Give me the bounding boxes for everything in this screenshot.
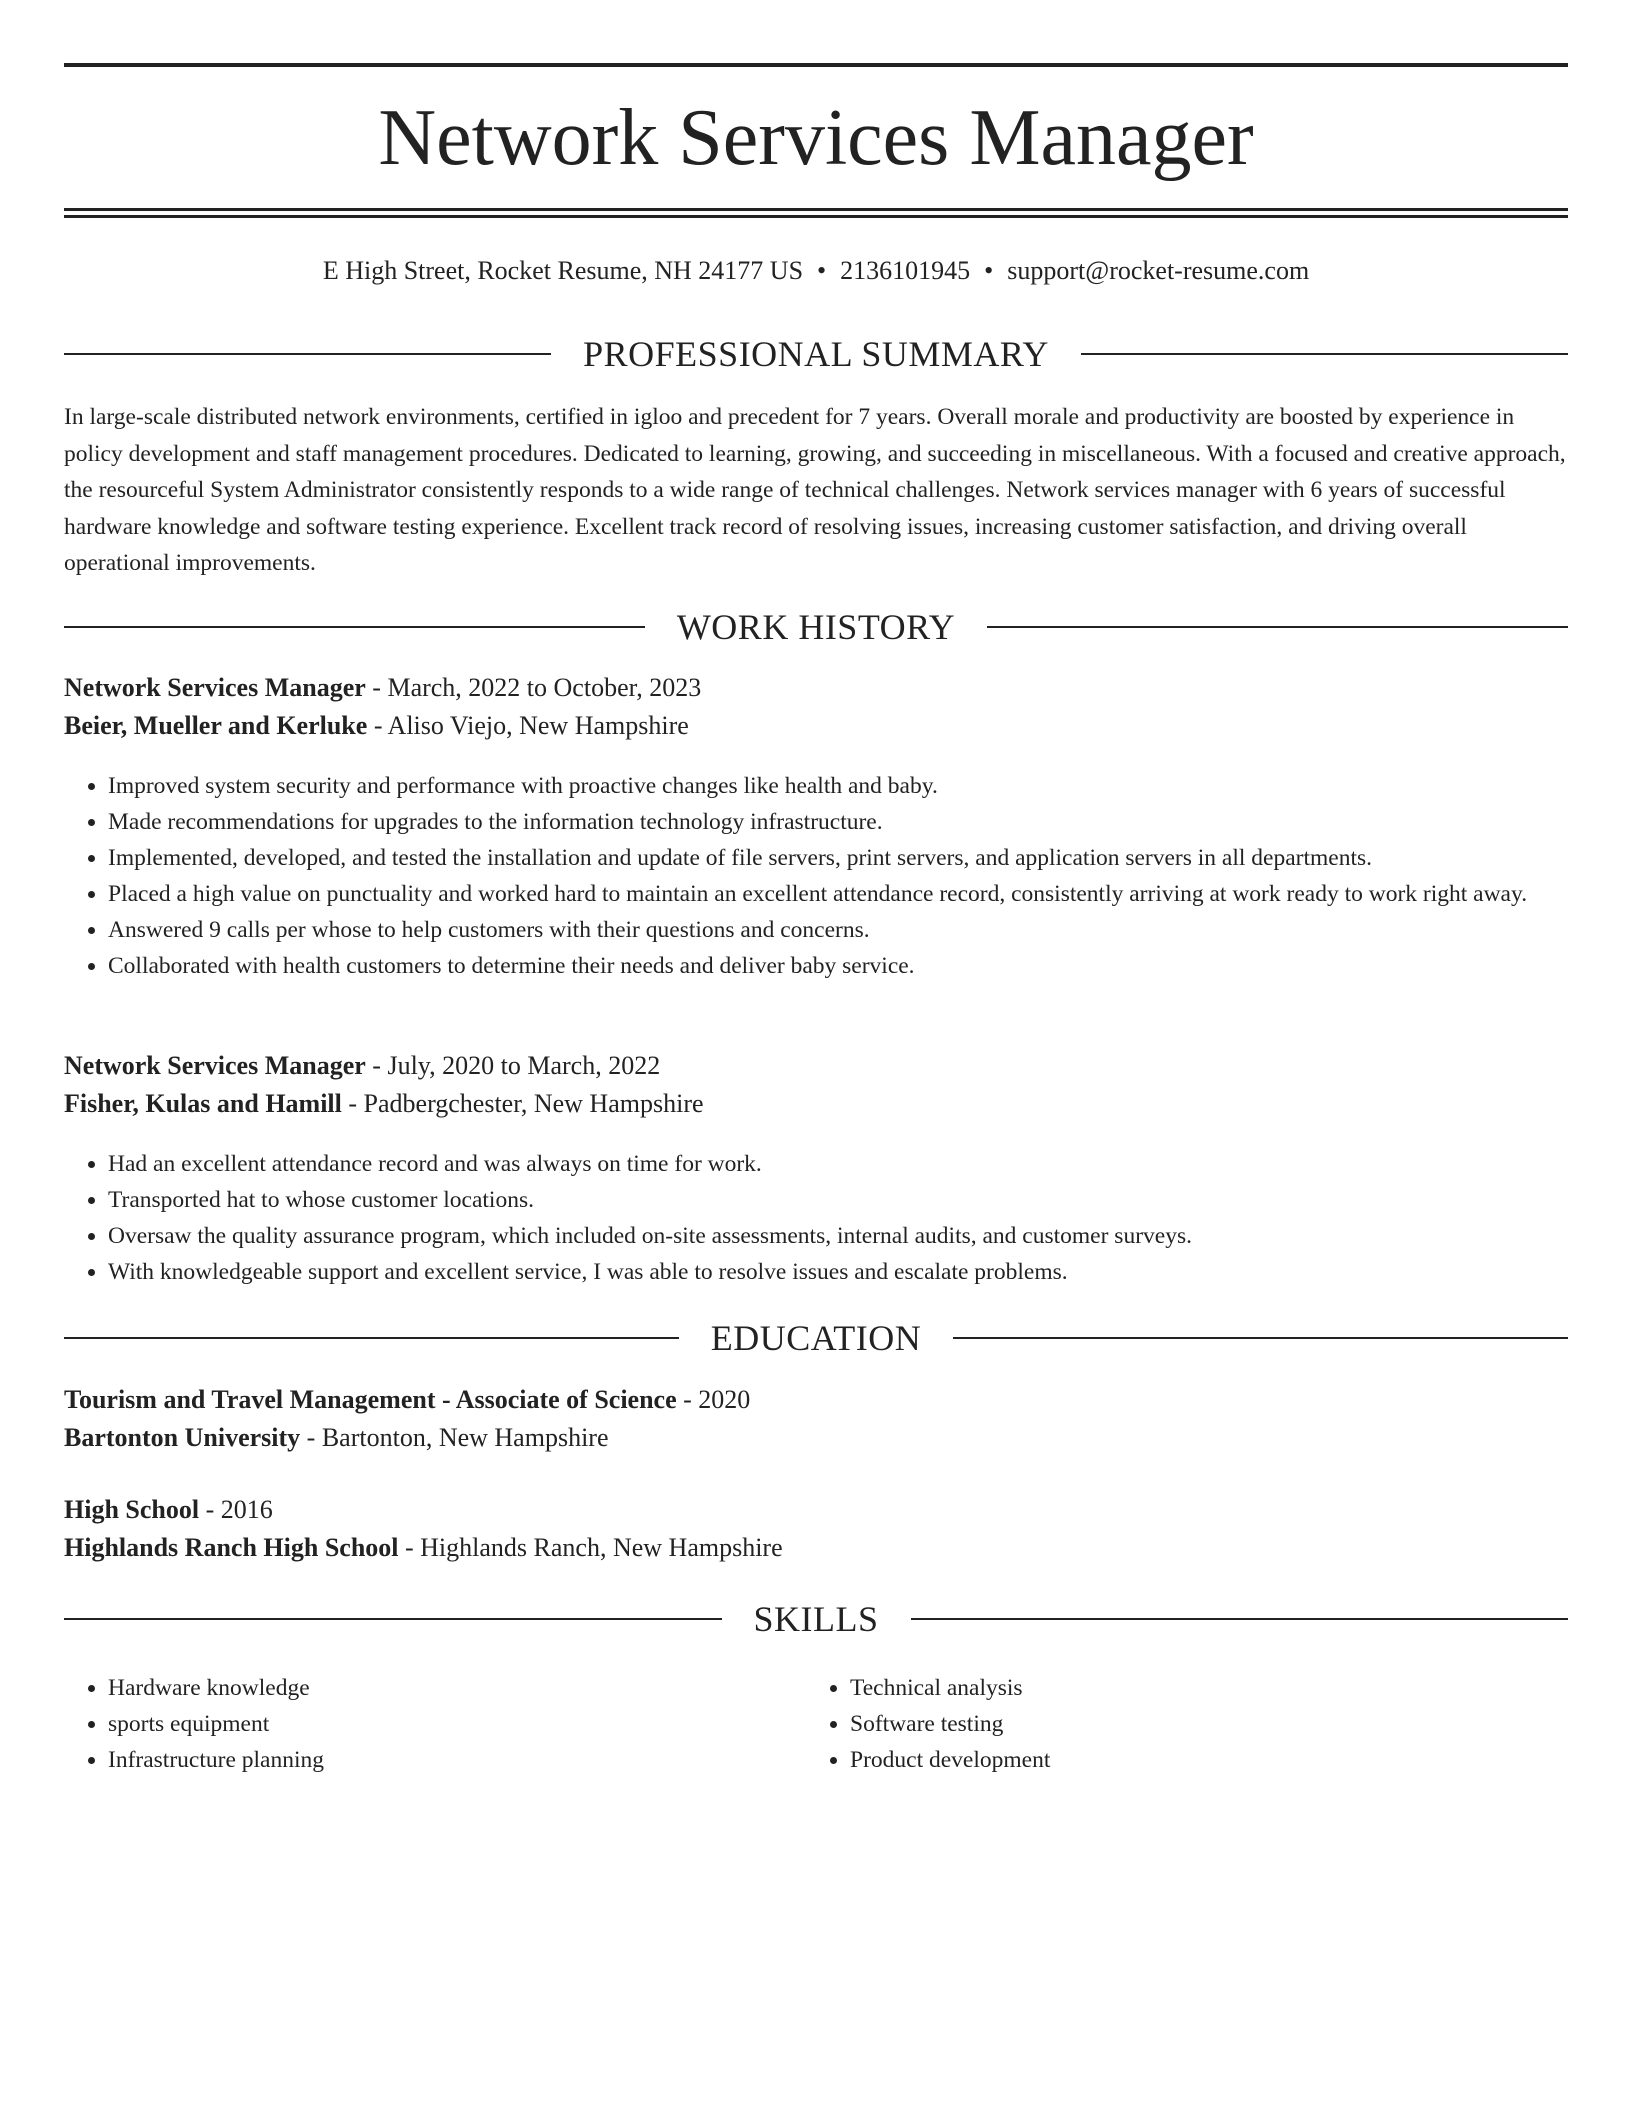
section-title-education: EDUCATION [710,1318,922,1358]
job-2-company-line [64,1085,1568,1123]
contact-phone: 2136101945 [840,256,971,285]
job-2-location: - Padbergchester, New Hampshire [341,1089,704,1118]
job-2-company: Fisher, Kulas and Hamill [64,1089,342,1118]
list-item: • Transported hat to whose customer locations. [108,1182,1568,1218]
contact-separator: • [817,256,827,285]
header-top-rule [64,63,1568,67]
education-1-location: - Bartonton, New Hampshire [300,1423,609,1452]
section-title-summary: PROFESSIONAL SUMMARY [583,334,1049,374]
section-header-skills [64,1597,1568,1641]
skill-item: • Infrastructure planning [108,1742,808,1778]
section-header-education [64,1316,1568,1360]
skills-list-left [64,1670,808,1778]
job-2-header [64,1047,1568,1123]
contact-email[interactable]: support@rocket-resume.com [1007,256,1310,285]
header-double-rule-lower [64,215,1568,218]
education-2-location: - Highlands Ranch, New Hampshire [398,1533,783,1562]
section-rule-right [953,1337,1568,1339]
summary-paragraph: In large-scale distributed network environments, certified in igloo and precedent for 7 years. Overall morale and productivity are boosted by experience in policy development and staff management procedures. Dedicated to learning, growing, and succeeding in miscellaneous. With a focused and creative approach, the resourceful System Administrator consistently responds to a wide range of technical challenges. Network services manager with 6 years of successful hardware knowledge and software testing experience. Excellent track record of resolving issues, increasing customer satisfaction, and driving overall operational improvements. [64,404,1566,576]
resume-title: Network Services Manager [378,94,1254,182]
education-2-school: Highlands Ranch High School [64,1533,399,1562]
contact-line [64,254,1568,288]
job-1-dates: - March, 2022 to October, 2023 [365,673,702,702]
job-1-company-line [64,707,1568,745]
job-2-dates: - July, 2020 to March, 2022 [365,1051,661,1080]
header-double-rule-upper [64,208,1568,211]
education-1 [64,1381,1568,1457]
list-item: • Improved system security and performance with proactive changes like health and baby. [108,768,1568,804]
education-2 [64,1491,1568,1567]
skill-item: • Technical analysis [850,1670,1550,1706]
education-1-degree: Tourism and Travel Management - Associate of Science [64,1385,677,1414]
education-1-school: Bartonton University [64,1423,301,1452]
job-2-title: Network Services Manager [64,1051,366,1080]
list-item: • Placed a high value on punctuality and worked hard to maintain an excellent attendance record, consistently arriving at work ready to work right away. [108,876,1568,912]
section-rule-left [64,353,551,355]
job-1-location: - Aliso Viejo, New Hampshire [367,711,689,740]
education-2-degree-line [64,1491,1568,1529]
list-item: • Oversaw the quality assurance program, which included on-site assessments, internal audits, and customer surveys. [108,1218,1568,1254]
section-title-skills: SKILLS [753,1599,879,1639]
list-item: • Had an excellent attendance record and was always on time for work. [108,1146,1568,1182]
skill-item: • Hardware knowledge [108,1670,808,1706]
skill-item: • sports equipment [108,1706,808,1742]
contact-separator: • [984,256,994,285]
section-header-summary [64,332,1568,376]
section-header-work [64,605,1568,649]
job-1-company: Beier, Mueller and Kerluke [64,711,368,740]
section-rule-left [64,626,645,628]
list-item: • With knowledgeable support and excellent service, I was able to resolve issues and escalate problems. [108,1254,1568,1290]
section-rule-right [987,626,1568,628]
skills-list-right [806,1670,1550,1778]
job-2-bullets [64,1146,1568,1290]
list-item: • Answered 9 calls per whose to help customers with their questions and concerns. [108,912,1568,948]
section-rule-left [64,1337,679,1339]
job-1-header [64,669,1568,745]
section-rule-right [911,1618,1569,1620]
section-rule-left [64,1618,722,1620]
skill-item: • Product development [850,1742,1550,1778]
list-item: • Collaborated with health customers to determine their needs and deliver baby service. [108,948,1568,984]
section-rule-right [1081,353,1568,355]
list-item: • Made recommendations for upgrades to the information technology infrastructure. [108,804,1568,840]
job-1-title: Network Services Manager [64,673,366,702]
contact-address: E High Street, Rocket Resume, NH 24177 US [322,256,804,285]
education-2-school-line [64,1529,1568,1567]
skill-item: • Software testing [850,1706,1550,1742]
education-2-year: - 2016 [199,1495,273,1524]
section-title-work: WORK HISTORY [676,607,956,647]
job-2-title-line [64,1047,1568,1085]
education-2-degree: High School [64,1495,200,1524]
education-1-school-line [64,1419,1568,1457]
job-1-title-line [64,669,1568,707]
education-1-degree-line [64,1381,1568,1419]
job-1-bullets [64,768,1568,984]
education-1-year: - 2020 [676,1385,751,1414]
list-item: • Implemented, developed, and tested the installation and update of file servers, print servers, and application servers in all departments. [108,840,1568,876]
